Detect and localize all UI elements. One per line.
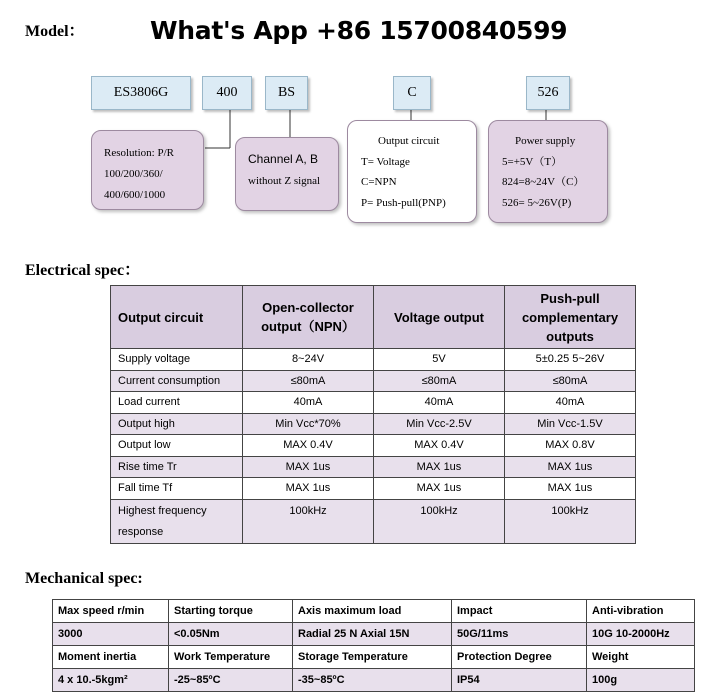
table-row (111, 499, 636, 543)
power-supply-title: Power supply (515, 135, 576, 147)
cell: 4 x 10.-5kgm² (53, 669, 169, 692)
power-supply-box (488, 120, 608, 223)
electrical-header-voltage: Voltage output (374, 286, 505, 349)
cell: Anti-vibration (587, 600, 695, 623)
mechanical-heading: Mechanical spec: (25, 570, 143, 587)
cell: 50G/11ms (452, 623, 587, 646)
table-row (111, 370, 636, 392)
cell: ≤80mA (243, 370, 374, 392)
row-label: Output high (111, 413, 243, 435)
cell: MAX 1us (243, 478, 374, 500)
cell: MAX 0.8V (505, 435, 636, 457)
cell: 100kHz (243, 499, 374, 543)
row-label: Load current (111, 392, 243, 414)
row-label: Fall time Tf (111, 478, 243, 500)
cell: <0.05Nm (169, 623, 293, 646)
cell: Max speed r/min (53, 600, 169, 623)
cell: Min Vcc-1.5V (505, 413, 636, 435)
resolution-line-1: Resolution: P/R (104, 147, 174, 159)
cell: 100kHz (505, 499, 636, 543)
cell: Starting torque (169, 600, 293, 623)
whatsapp-contact: What's App +86 15700840599 (150, 16, 568, 45)
resolution-line-3: 400/600/1000 (104, 189, 166, 201)
cell: Min Vcc*70% (243, 413, 374, 435)
row-label: Supply voltage (111, 349, 243, 371)
table-row (111, 392, 636, 414)
cell: ≤80mA (374, 370, 505, 392)
cell: 10G 10-2000Hz (587, 623, 695, 646)
cell: Protection Degree (452, 646, 587, 669)
cell: -35~85ºC (293, 669, 452, 692)
cell: Work Temperature (169, 646, 293, 669)
row-label: Current consumption (111, 370, 243, 392)
channel-line-2: without Z signal (248, 175, 321, 187)
cell: 40mA (374, 392, 505, 414)
power-supply-5: 5=+5V（T） (502, 155, 563, 168)
code-resolution: 400 (202, 76, 252, 110)
cell: MAX 0.4V (243, 435, 374, 457)
cell: Storage Temperature (293, 646, 452, 669)
mechanical-spec-table (52, 599, 695, 692)
code-power-supply: 526 (526, 76, 570, 110)
cell: MAX 1us (374, 456, 505, 478)
electrical-header-push-pull: Push-pull complementary outputs (505, 286, 636, 349)
power-supply-824: 824=8~24V（C） (502, 176, 585, 188)
cell: Radial 25 N Axial 15N (293, 623, 452, 646)
resolution-line-2: 100/200/360/ (104, 168, 163, 180)
cell: Axis maximum load (293, 600, 452, 623)
cell: MAX 1us (505, 456, 636, 478)
table-row (53, 623, 695, 646)
output-circuit-t: T= Voltage (361, 155, 410, 168)
cell: MAX 1us (374, 478, 505, 500)
table-row (53, 600, 695, 623)
code-channel: BS (265, 76, 308, 110)
cell: 100kHz (374, 499, 505, 543)
cell: -25~85ºC (169, 669, 293, 692)
cell: 100g (587, 669, 695, 692)
output-circuit-p: P= Push-pull(PNP) (361, 196, 446, 209)
output-circuit-title: Output circuit (378, 135, 440, 147)
cell: ≤80mA (505, 370, 636, 392)
cell: 5±0.25 5~26V (505, 349, 636, 371)
cell: MAX 1us (505, 478, 636, 500)
table-row (53, 646, 695, 669)
table-row (111, 413, 636, 435)
table-row (111, 349, 636, 371)
table-row (111, 478, 636, 500)
table-row (111, 456, 636, 478)
model-heading: Model： (25, 23, 85, 40)
channel-line-1: Channel A, B (248, 152, 319, 166)
cell: 3000 (53, 623, 169, 646)
row-label: Output low (111, 435, 243, 457)
cell: MAX 0.4V (374, 435, 505, 457)
row-label: Rise time Tr (111, 456, 243, 478)
electrical-heading: Electrical spec： (25, 262, 141, 279)
cell: 8~24V (243, 349, 374, 371)
electrical-header-output-circuit: Output circuit (111, 286, 243, 349)
channel-box (235, 137, 339, 211)
table-row (111, 435, 636, 457)
code-output-circuit: C (393, 76, 431, 110)
row-label: Highest frequency response (111, 499, 243, 543)
power-supply-526: 526= 5~26V(P) (502, 196, 572, 209)
electrical-header-row (111, 286, 636, 349)
table-row (53, 669, 695, 692)
code-model: ES3806G (91, 76, 191, 110)
cell: Weight (587, 646, 695, 669)
output-circuit-box (347, 120, 477, 223)
cell: 40mA (505, 392, 636, 414)
cell: Moment inertia (53, 646, 169, 669)
output-circuit-c: C=NPN (361, 176, 397, 188)
electrical-spec-table (110, 285, 636, 544)
cell: 5V (374, 349, 505, 371)
resolution-box (91, 130, 204, 210)
cell: Impact (452, 600, 587, 623)
electrical-header-npn: Open-collector output（NPN） (243, 286, 374, 349)
cell: MAX 1us (243, 456, 374, 478)
cell: 40mA (243, 392, 374, 414)
cell: IP54 (452, 669, 587, 692)
cell: Min Vcc-2.5V (374, 413, 505, 435)
